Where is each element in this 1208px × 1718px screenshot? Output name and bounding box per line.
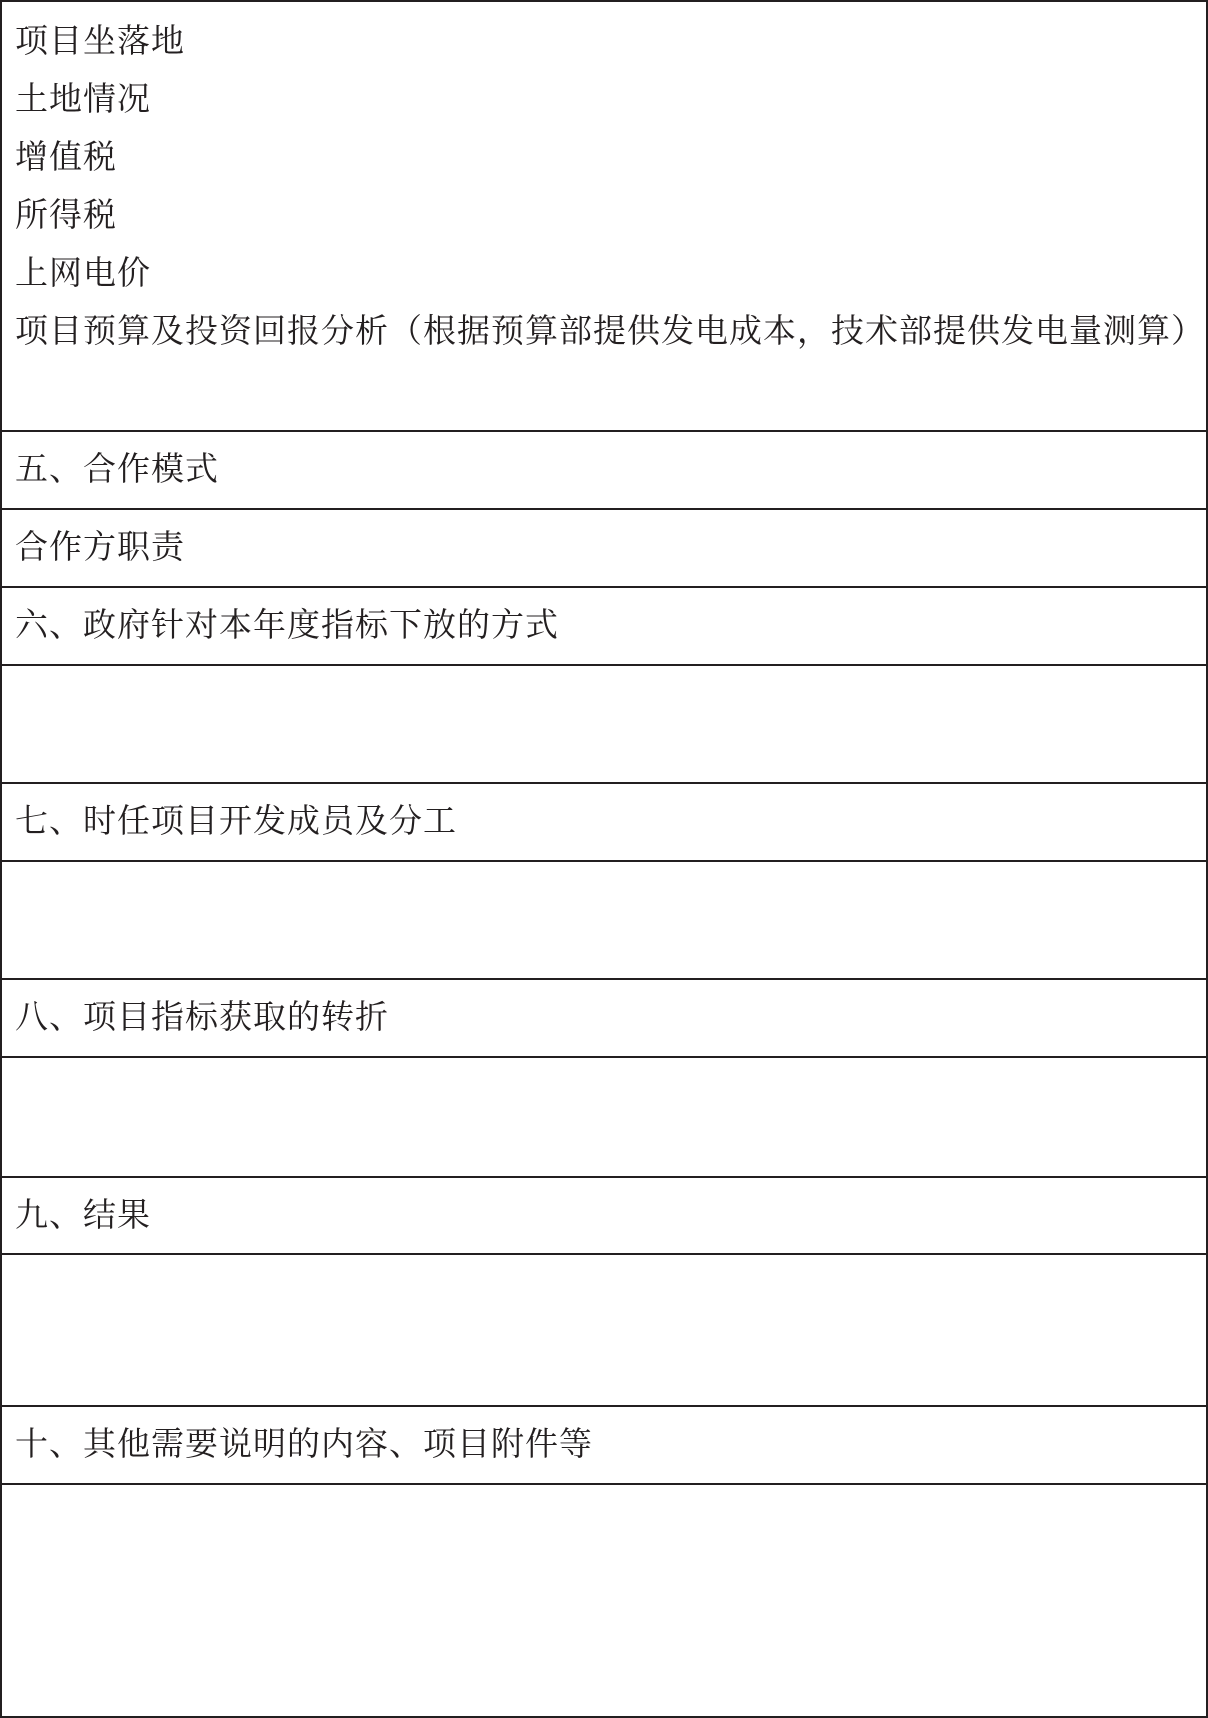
field-budget-analysis: 项目预算及投资回报分析（根据预算部提供发电成本，技术部提供发电量测算）: [15, 311, 1205, 350]
section-7-title: 七、时任项目开发成员及分工: [15, 801, 457, 840]
field-grid-price: 上网电价: [15, 253, 151, 292]
section-6-row: [2, 586, 1206, 664]
field-vat: 增值税: [15, 137, 117, 176]
section-10-title: 十、其他需要说明的内容、项目附件等: [15, 1424, 593, 1463]
project-basics-cell: [2, 2, 1206, 430]
section-9-row: [2, 1176, 1206, 1253]
section-6-content-cell[interactable]: [2, 664, 1206, 782]
project-basics-lines: [15, 12, 1205, 360]
partner-duties-row: [2, 508, 1206, 586]
section-9-content-cell[interactable]: [2, 1253, 1206, 1405]
section-5-title: 五、合作模式: [15, 449, 219, 488]
field-land-situation: 土地情况: [15, 79, 151, 118]
section-6-title: 六、政府针对本年度指标下放的方式: [15, 605, 559, 644]
section-7-content-cell[interactable]: [2, 860, 1206, 978]
section-5-row: [2, 430, 1206, 508]
section-8-title: 八、项目指标获取的转折: [15, 997, 389, 1036]
partner-duties-title: 合作方职责: [15, 527, 185, 566]
section-8-content-cell[interactable]: [2, 1056, 1206, 1176]
field-project-location: 项目坐落地: [15, 21, 185, 60]
section-8-row: [2, 978, 1206, 1056]
field-income-tax: 所得税: [15, 195, 117, 234]
section-10-content-cell[interactable]: [2, 1483, 1206, 1718]
section-9-title: 九、结果: [15, 1195, 151, 1234]
section-10-row: [2, 1405, 1206, 1483]
section-7-row: [2, 782, 1206, 860]
